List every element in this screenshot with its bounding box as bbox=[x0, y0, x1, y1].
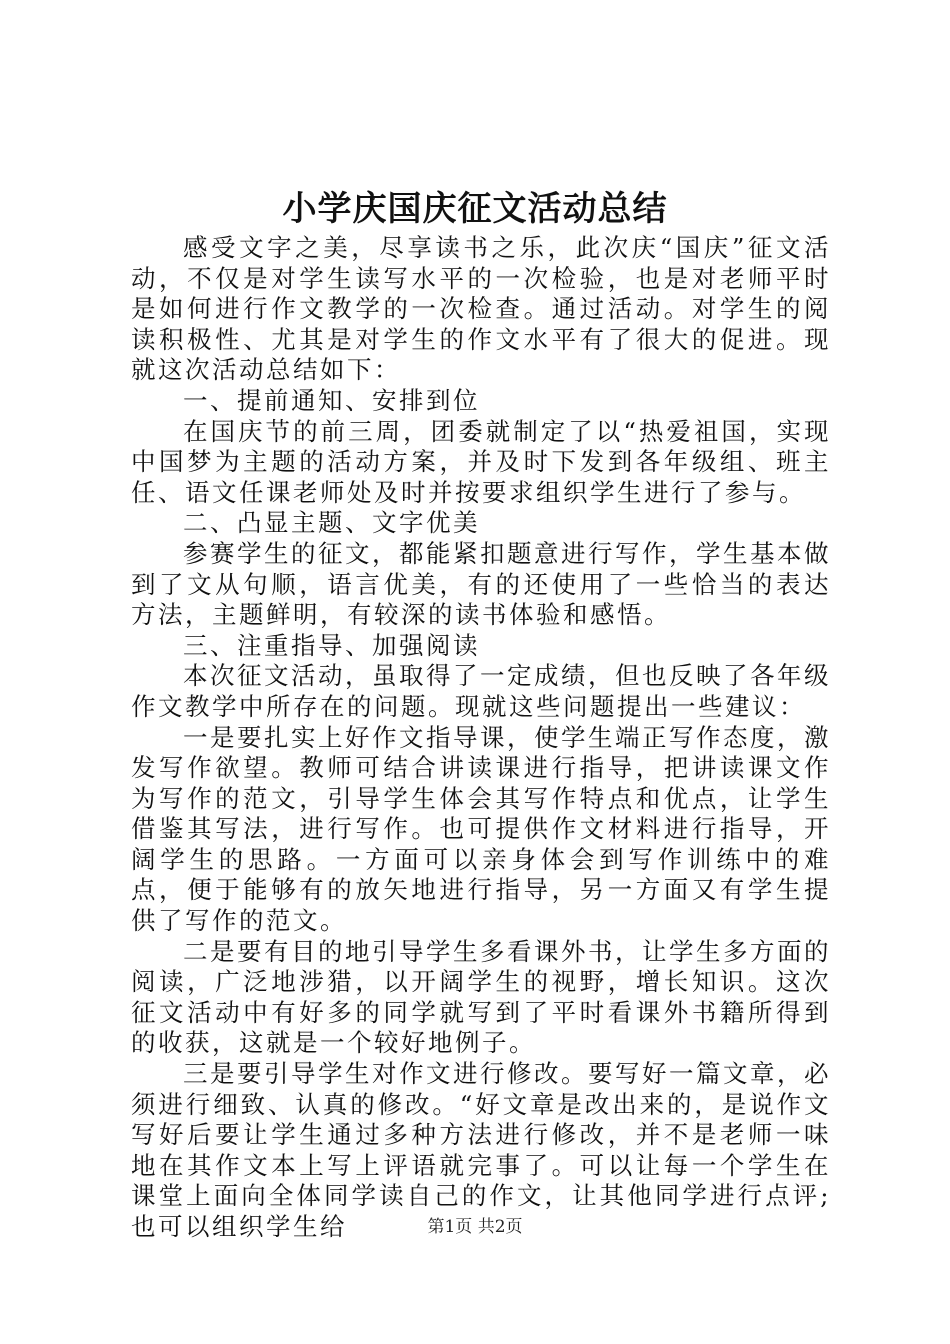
paragraph-suggestion-3: 三是要引导学生对作文进行修改。要写好一篇文章，必须进行细致、认真的修改。“好文章是改出来的，是说作文写好后要让学生通过多种方法进行修改，并不是老师一味地在其作文本上写上评语就完事了。可以让每一个学生在课堂上面向全体同学读自己的作文，让其他同学进行点评;也可以组织学生给 bbox=[131, 1059, 831, 1241]
section-heading-2: 二、凸显主题、文字优美 bbox=[183, 508, 480, 538]
paragraph-suggestion-2: 二是要有目的地引导学生多看课外书，让学生多方面的阅读，广泛地涉猎，以开阔学生的视野，增长知识。这次征文活动中有好多的同学就写到了平时看课外书籍所得到的收获，这就是一个较好地例子。 bbox=[131, 936, 831, 1058]
section-heading-3: 三、注重指导、加强阅读 bbox=[183, 630, 480, 660]
paragraph-intro: 感受文字之美，尽享读书之乐，此次庆“国庆”征文活动，不仅是对学生读写水平的一次检验，也是对老师平时是如何进行作文教学的一次检查。通过活动。对学生的阅读积极性、尤其是对学生的作文水平有了很大的促进。现就这次活动总结如下： bbox=[131, 233, 831, 385]
page-title: 小学庆国庆征文活动总结 bbox=[282, 189, 668, 229]
paragraph-section-1: 在国庆节的前三周，团委就制定了以“热爱祖国，实现中国梦为主题的活动方案，并及时下发到各年级组、班主任、语文任课老师处及时并按要求组织学生进行了参与。 bbox=[131, 416, 831, 507]
page-footer: 第1页 共2页 bbox=[427, 1217, 523, 1237]
paragraph-section-3: 本次征文活动，虽取得了一定成绩，但也反映了各年级作文教学中所存在的问题。现就这些问题提出一些建议： bbox=[131, 661, 831, 721]
document-body bbox=[131, 233, 831, 1243]
paragraph-section-2: 参赛学生的征文，都能紧扣题意进行写作，学生基本做到了文从句顺，语言优美，有的还使用了一些恰当的表达方法，主题鲜明，有较深的读书体验和感悟。 bbox=[131, 538, 831, 630]
section-heading-1: 一、提前通知、安排到位 bbox=[183, 385, 480, 415]
paragraph-suggestion-1: 一是要扎实上好作文指导课，使学生端正写作态度，激发写作欲望。教师可结合讲读课进行指导，把讲读课文作为写作的范文，引导学生体会其写作特点和优点，让学生借鉴其写法，进行写作。也可提供作文材料进行指导，开阔学生的思路。一方面可以亲身体会到写作训练中的难点，便于能够有的放矢地进行指导，另一方面又有学生提供了写作的范文。 bbox=[131, 722, 831, 936]
